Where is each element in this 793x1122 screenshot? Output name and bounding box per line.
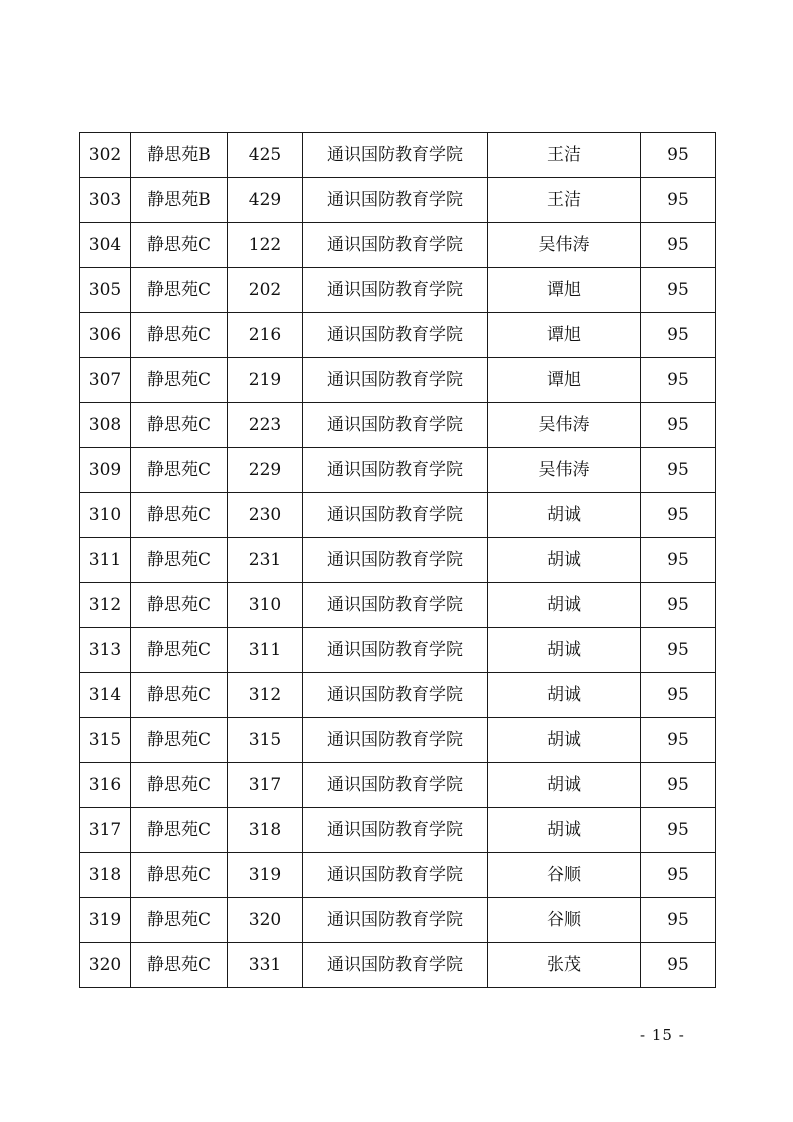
cell-room-number: 231 — [228, 538, 303, 583]
cell-room-number: 310 — [228, 583, 303, 628]
cell-serial-number: 307 — [80, 358, 131, 403]
cell-building: 静思苑C — [131, 718, 228, 763]
table-row — [80, 313, 716, 358]
cell-serial-number: 305 — [80, 268, 131, 313]
cell-room-number: 320 — [228, 898, 303, 943]
cell-person-in-charge: 胡诚 — [488, 673, 641, 718]
cell-serial-number: 303 — [80, 178, 131, 223]
cell-serial-number: 306 — [80, 313, 131, 358]
cell-person-in-charge: 胡诚 — [488, 583, 641, 628]
cell-college: 通识国防教育学院 — [303, 493, 488, 538]
cell-room-number: 230 — [228, 493, 303, 538]
cell-college: 通识国防教育学院 — [303, 673, 488, 718]
cell-building: 静思苑B — [131, 178, 228, 223]
cell-room-number: 319 — [228, 853, 303, 898]
cell-score: 95 — [641, 853, 716, 898]
cell-building: 静思苑C — [131, 763, 228, 808]
cell-serial-number: 320 — [80, 943, 131, 988]
cell-room-number: 315 — [228, 718, 303, 763]
cell-serial-number: 309 — [80, 448, 131, 493]
cell-person-in-charge: 谭旭 — [488, 358, 641, 403]
cell-building: 静思苑C — [131, 538, 228, 583]
cell-college: 通识国防教育学院 — [303, 178, 488, 223]
cell-person-in-charge: 胡诚 — [488, 763, 641, 808]
cell-building: 静思苑C — [131, 358, 228, 403]
cell-building: 静思苑C — [131, 673, 228, 718]
cell-building: 静思苑C — [131, 853, 228, 898]
cell-college: 通识国防教育学院 — [303, 223, 488, 268]
cell-college: 通识国防教育学院 — [303, 583, 488, 628]
cell-score: 95 — [641, 268, 716, 313]
cell-room-number: 317 — [228, 763, 303, 808]
cell-serial-number: 308 — [80, 403, 131, 448]
cell-college: 通识国防教育学院 — [303, 358, 488, 403]
page-number: - 15 - — [640, 1026, 685, 1044]
dormitory-score-table — [79, 132, 716, 988]
cell-college: 通识国防教育学院 — [303, 943, 488, 988]
cell-room-number: 202 — [228, 268, 303, 313]
cell-building: 静思苑B — [131, 133, 228, 178]
table-row — [80, 358, 716, 403]
cell-room-number: 122 — [228, 223, 303, 268]
cell-person-in-charge: 吴伟涛 — [488, 223, 641, 268]
cell-score: 95 — [641, 223, 716, 268]
cell-serial-number: 304 — [80, 223, 131, 268]
cell-serial-number: 312 — [80, 583, 131, 628]
cell-college: 通识国防教育学院 — [303, 853, 488, 898]
cell-room-number: 223 — [228, 403, 303, 448]
cell-person-in-charge: 胡诚 — [488, 538, 641, 583]
cell-serial-number: 316 — [80, 763, 131, 808]
cell-building: 静思苑C — [131, 898, 228, 943]
cell-room-number: 318 — [228, 808, 303, 853]
cell-college: 通识国防教育学院 — [303, 133, 488, 178]
cell-building: 静思苑C — [131, 628, 228, 673]
cell-building: 静思苑C — [131, 268, 228, 313]
cell-room-number: 229 — [228, 448, 303, 493]
cell-person-in-charge: 吴伟涛 — [488, 448, 641, 493]
cell-room-number: 425 — [228, 133, 303, 178]
cell-room-number: 311 — [228, 628, 303, 673]
cell-building: 静思苑C — [131, 448, 228, 493]
cell-college: 通识国防教育学院 — [303, 898, 488, 943]
table-row — [80, 448, 716, 493]
cell-serial-number: 310 — [80, 493, 131, 538]
cell-college: 通识国防教育学院 — [303, 718, 488, 763]
table-row — [80, 583, 716, 628]
cell-serial-number: 314 — [80, 673, 131, 718]
cell-person-in-charge: 胡诚 — [488, 628, 641, 673]
cell-score: 95 — [641, 313, 716, 358]
table-row — [80, 493, 716, 538]
cell-room-number: 429 — [228, 178, 303, 223]
table-row — [80, 403, 716, 448]
cell-serial-number: 315 — [80, 718, 131, 763]
cell-person-in-charge: 胡诚 — [488, 718, 641, 763]
cell-college: 通识国防教育学院 — [303, 763, 488, 808]
table-row — [80, 673, 716, 718]
cell-college: 通识国防教育学院 — [303, 403, 488, 448]
cell-serial-number: 311 — [80, 538, 131, 583]
cell-score: 95 — [641, 448, 716, 493]
cell-person-in-charge: 胡诚 — [488, 493, 641, 538]
table-row — [80, 223, 716, 268]
cell-score: 95 — [641, 898, 716, 943]
cell-college: 通识国防教育学院 — [303, 628, 488, 673]
cell-person-in-charge: 胡诚 — [488, 808, 641, 853]
table-body — [80, 133, 716, 988]
cell-score: 95 — [641, 358, 716, 403]
table-row — [80, 853, 716, 898]
table-row — [80, 628, 716, 673]
cell-score: 95 — [641, 583, 716, 628]
cell-person-in-charge: 谭旭 — [488, 268, 641, 313]
cell-person-in-charge: 谷顺 — [488, 898, 641, 943]
cell-score: 95 — [641, 763, 716, 808]
cell-person-in-charge: 谷顺 — [488, 853, 641, 898]
cell-person-in-charge: 谭旭 — [488, 313, 641, 358]
table-row — [80, 943, 716, 988]
cell-serial-number: 302 — [80, 133, 131, 178]
cell-score: 95 — [641, 628, 716, 673]
table-row — [80, 178, 716, 223]
table-row — [80, 718, 716, 763]
cell-score: 95 — [641, 808, 716, 853]
cell-serial-number: 313 — [80, 628, 131, 673]
cell-room-number: 312 — [228, 673, 303, 718]
cell-college: 通识国防教育学院 — [303, 808, 488, 853]
cell-building: 静思苑C — [131, 403, 228, 448]
cell-score: 95 — [641, 403, 716, 448]
cell-score: 95 — [641, 673, 716, 718]
cell-score: 95 — [641, 493, 716, 538]
cell-person-in-charge: 张茂 — [488, 943, 641, 988]
table-row — [80, 268, 716, 313]
cell-building: 静思苑C — [131, 223, 228, 268]
table-row — [80, 133, 716, 178]
table-row — [80, 538, 716, 583]
cell-serial-number: 317 — [80, 808, 131, 853]
table-row — [80, 898, 716, 943]
cell-college: 通识国防教育学院 — [303, 268, 488, 313]
cell-serial-number: 318 — [80, 853, 131, 898]
cell-score: 95 — [641, 943, 716, 988]
cell-college: 通识国防教育学院 — [303, 448, 488, 493]
cell-building: 静思苑C — [131, 808, 228, 853]
table-row — [80, 808, 716, 853]
cell-room-number: 331 — [228, 943, 303, 988]
cell-person-in-charge: 王洁 — [488, 133, 641, 178]
cell-score: 95 — [641, 718, 716, 763]
cell-building: 静思苑C — [131, 493, 228, 538]
table-row — [80, 763, 716, 808]
cell-college: 通识国防教育学院 — [303, 313, 488, 358]
cell-person-in-charge: 吴伟涛 — [488, 403, 641, 448]
cell-building: 静思苑C — [131, 943, 228, 988]
cell-score: 95 — [641, 133, 716, 178]
dormitory-score-table-container — [79, 132, 715, 988]
cell-room-number: 219 — [228, 358, 303, 403]
cell-score: 95 — [641, 538, 716, 583]
cell-building: 静思苑C — [131, 313, 228, 358]
cell-college: 通识国防教育学院 — [303, 538, 488, 583]
cell-building: 静思苑C — [131, 583, 228, 628]
cell-person-in-charge: 王洁 — [488, 178, 641, 223]
cell-serial-number: 319 — [80, 898, 131, 943]
cell-score: 95 — [641, 178, 716, 223]
cell-room-number: 216 — [228, 313, 303, 358]
